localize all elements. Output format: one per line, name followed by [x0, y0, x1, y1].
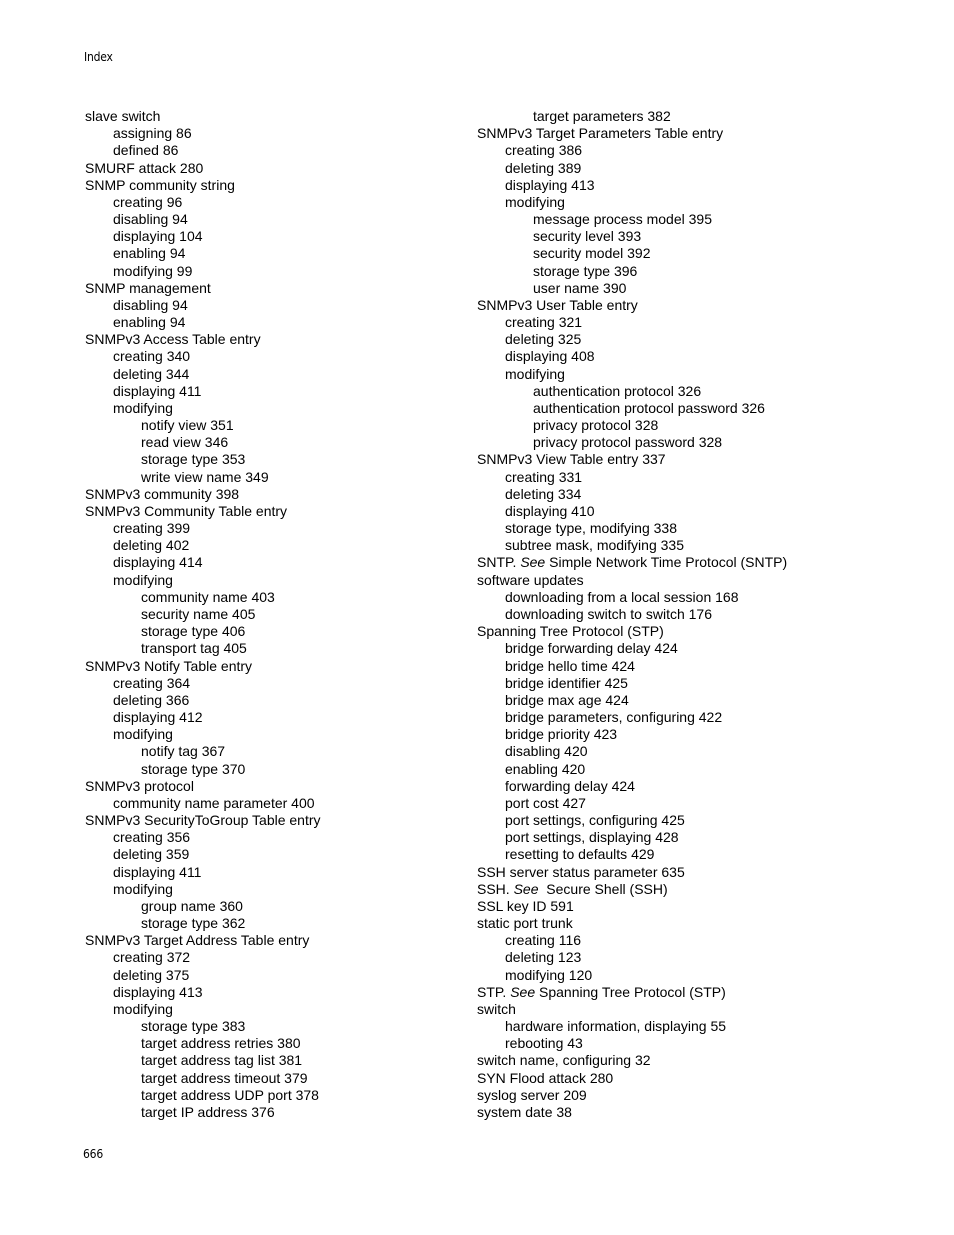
entry-text: deleting 366 [113, 691, 190, 708]
entry-text: storage type 353 [141, 451, 246, 468]
entry-text: Spanning Tree Protocol (STP) [477, 623, 664, 640]
entry-text: SNMPv3 Target Parameters Table entry [477, 125, 724, 142]
index-subsubentry [85, 1018, 465, 1035]
entry-text: community name parameter 400 [113, 794, 315, 811]
entry-text: downloading switch to switch 176 [505, 605, 713, 622]
index-entry [477, 984, 897, 1001]
see-target: Simple Network Time Protocol (SNTP) [545, 554, 788, 571]
entry-text: security level 393 [533, 228, 642, 245]
index-subentry [85, 297, 465, 314]
index-subsubentry [85, 743, 465, 760]
index-subsubentry [85, 1052, 465, 1069]
index-subentry [477, 726, 897, 743]
index-entry [477, 451, 897, 468]
entry-text: storage type 383 [141, 1018, 246, 1035]
index-subentry [477, 142, 897, 159]
index-subentry [477, 949, 897, 966]
entry-text: community name 403 [141, 588, 275, 605]
entry-text: bridge identifier 425 [505, 674, 628, 691]
entry-text: subtree mask, modifying 335 [505, 537, 684, 554]
index-subsubentry [477, 228, 897, 245]
entry-text: port cost 427 [505, 794, 586, 811]
entry-text: switch name, configuring 32 [477, 1052, 651, 1069]
entry-text: SYN Flood attack 280 [477, 1069, 614, 1086]
entry-text: displaying 411 [113, 863, 202, 880]
entry-text: privacy protocol 328 [533, 417, 659, 434]
index-entry [477, 881, 897, 898]
index-subentry [477, 812, 897, 829]
entry-text: displaying 413 [113, 983, 203, 1000]
index-subentry [477, 537, 897, 554]
index-subsubentry [85, 434, 465, 451]
index-entry [477, 1052, 897, 1069]
entry-text: switch [477, 1000, 516, 1017]
index-subsubentry [85, 1087, 465, 1104]
entry-text: bridge parameters, configuring 422 [505, 709, 723, 726]
index-subentry [477, 520, 897, 537]
index-entry [85, 280, 465, 297]
index-entry [477, 898, 897, 915]
entry-text: deleting 334 [505, 485, 582, 502]
index-entry [85, 160, 465, 177]
entry-text: SNMPv3 community 398 [85, 485, 240, 502]
index-subentry [85, 1001, 465, 1018]
index-subentry [85, 709, 465, 726]
entry-text: deleting 359 [113, 846, 190, 863]
index-subentry [85, 142, 465, 159]
index-subsubentry [85, 623, 465, 640]
entry-text: deleting 375 [113, 966, 190, 983]
index-subentry [477, 658, 897, 675]
index-subsubentry [477, 417, 897, 434]
entry-text: SNMP management [85, 279, 211, 296]
index-subentry [85, 984, 465, 1001]
index-subentry [85, 675, 465, 692]
index-subentry [85, 366, 465, 383]
index-column-right [477, 108, 897, 1121]
index-subentry [477, 348, 897, 365]
entry-text: target address tag list 381 [141, 1052, 303, 1069]
index-subentry [477, 640, 897, 657]
entry-text: software updates [477, 571, 584, 588]
entry-text: deleting 389 [505, 159, 582, 176]
entry-text: read view 346 [141, 434, 229, 451]
index-entry [85, 331, 465, 348]
index-subentry [85, 520, 465, 537]
entry-text: creating 321 [505, 314, 583, 331]
entry-text: SNMPv3 protocol [85, 777, 194, 794]
entry-text: creating 116 [505, 932, 582, 949]
index-subentry [85, 726, 465, 743]
index-subentry [477, 761, 897, 778]
entry-text: privacy protocol password 328 [533, 434, 723, 451]
entry-text: notify tag 367 [141, 743, 226, 760]
entry-text: target address UDP port 378 [141, 1086, 319, 1103]
entry-text: SSH. [477, 880, 514, 897]
see-target: Spanning Tree Protocol (STP) [535, 983, 726, 1000]
entry-text: modifying 120 [505, 966, 593, 983]
entry-text: creating 356 [113, 829, 191, 846]
index-entry [477, 1070, 897, 1087]
entry-text: modifying [505, 365, 565, 382]
index-subsubentry [477, 280, 897, 297]
index-entry [85, 778, 465, 795]
entry-text: SNMPv3 Community Table entry [85, 502, 288, 519]
entry-text: write view name 349 [141, 468, 269, 485]
index-entry [477, 554, 897, 571]
entry-text: storage type, modifying 338 [505, 520, 677, 537]
entry-text: message process model 395 [533, 211, 712, 228]
index-entry [85, 486, 465, 503]
entry-text: storage type 362 [141, 915, 246, 932]
entry-text: security model 392 [533, 245, 651, 262]
entry-text: resetting to defaults 429 [505, 846, 655, 863]
entry-text: displaying 410 [505, 502, 595, 519]
entry-text: disabling 420 [505, 743, 588, 760]
entry-text: deleting 402 [113, 537, 190, 554]
entry-text: creating 364 [113, 674, 191, 691]
index-subsubentry [85, 606, 465, 623]
index-entry [477, 864, 897, 881]
index-subentry [85, 263, 465, 280]
index-subentry [477, 829, 897, 846]
index-subentry [477, 606, 897, 623]
index-subentry [477, 932, 897, 949]
index-subentry [477, 709, 897, 726]
entry-text: displaying 412 [113, 709, 203, 726]
entry-text: disabling 94 [113, 296, 188, 313]
index-subentry [477, 589, 897, 606]
index-subentry [477, 967, 897, 984]
index-entry [477, 1104, 897, 1121]
entry-text: rebooting 43 [505, 1035, 583, 1052]
index-subentry [477, 692, 897, 709]
index-subentry [477, 177, 897, 194]
entry-text: deleting 344 [113, 365, 190, 382]
index-subentry [85, 554, 465, 571]
index-subsubentry [85, 589, 465, 606]
index-subentry [85, 795, 465, 812]
entry-text: modifying 99 [113, 262, 193, 279]
entry-text: target address timeout 379 [141, 1069, 308, 1086]
entry-text: authentication protocol 326 [533, 382, 702, 399]
index-subentry [477, 675, 897, 692]
index-subentry [85, 967, 465, 984]
index-subsubentry [85, 1104, 465, 1121]
index-subentry [85, 829, 465, 846]
entry-text: displaying 411 [113, 382, 202, 399]
entry-text: SNMPv3 SecurityToGroup Table entry [85, 812, 321, 829]
index-subentry [477, 1035, 897, 1052]
index-subsubentry [477, 383, 897, 400]
entry-text: displaying 408 [505, 348, 595, 365]
entry-text: SNTP. [477, 554, 521, 571]
index-subsubentry [85, 640, 465, 657]
index-subsubentry [85, 915, 465, 932]
index-subsubentry [477, 263, 897, 280]
index-subentry [477, 795, 897, 812]
index-subsubentry [477, 400, 897, 417]
entry-text: modifying [113, 1000, 173, 1017]
index-subsubentry [477, 245, 897, 262]
entry-text: target IP address 376 [141, 1103, 275, 1120]
entry-text: slave switch [85, 108, 161, 124]
index-subentry [85, 194, 465, 211]
entry-text: disabling 94 [113, 211, 188, 228]
index-entry [477, 623, 897, 640]
index-subentry [85, 211, 465, 228]
entry-text: SNMPv3 View Table entry 337 [477, 451, 666, 468]
entry-text: target parameters 382 [533, 108, 671, 124]
entry-text: modifying [113, 726, 173, 743]
index-subsubentry [85, 469, 465, 486]
index-subentry [477, 160, 897, 177]
index-subsubentry [477, 108, 897, 125]
index-entry [477, 915, 897, 932]
entry-text: security name 405 [141, 605, 256, 622]
index-entry [477, 1087, 897, 1104]
entry-text: displaying 414 [113, 554, 203, 571]
index-subentry [477, 846, 897, 863]
entry-text: notify view 351 [141, 417, 234, 434]
entry-text: bridge priority 423 [505, 726, 618, 743]
index-subsubentry [477, 434, 897, 451]
entry-text: storage type 406 [141, 623, 246, 640]
entry-text: bridge max age 424 [505, 691, 629, 708]
page-number: 666 [83, 1147, 104, 1161]
entry-text: enabling 94 [113, 314, 186, 331]
index-entry [85, 108, 465, 125]
index-subentry [477, 503, 897, 520]
entry-text: creating 331 [505, 468, 583, 485]
index-subentry [85, 692, 465, 709]
index-subentry [477, 366, 897, 383]
index-subentry [85, 537, 465, 554]
entry-text: modifying [113, 571, 173, 588]
index-subsubentry [477, 211, 897, 228]
index-subentry [477, 314, 897, 331]
entry-text: authentication protocol password 326 [533, 399, 765, 416]
index-subsubentry [85, 761, 465, 778]
entry-text: system date 38 [477, 1103, 572, 1120]
entry-text: creating 96 [113, 193, 183, 210]
index-subentry [477, 1018, 897, 1035]
entry-text: SMURF attack 280 [85, 159, 204, 176]
see-reference: See [520, 554, 546, 571]
index-subentry [477, 194, 897, 211]
index-subentry [477, 743, 897, 760]
index-entry [85, 812, 465, 829]
entry-text: modifying [113, 399, 173, 416]
entry-text: creating 399 [113, 520, 191, 537]
entry-text: storage type 370 [141, 760, 246, 777]
entry-text: creating 340 [113, 348, 191, 365]
entry-text: port settings, configuring 425 [505, 812, 685, 829]
index-subentry [85, 125, 465, 142]
entry-text: syslog server 209 [477, 1086, 587, 1103]
index-subsubentry [85, 1035, 465, 1052]
entry-text: port settings, displaying 428 [505, 829, 679, 846]
entry-text: assigning 86 [113, 125, 192, 142]
entry-text: modifying [113, 880, 173, 897]
entry-text: deleting 325 [505, 331, 582, 348]
entry-text: storage type 396 [533, 262, 638, 279]
index-entry [477, 125, 897, 142]
index-subentry [85, 846, 465, 863]
entry-text: transport tag 405 [141, 640, 247, 657]
index-subsubentry [85, 451, 465, 468]
index-subentry [85, 949, 465, 966]
entry-text: enabling 94 [113, 245, 186, 262]
entry-text: SNMPv3 User Table entry [477, 296, 638, 313]
entry-text: STP. [477, 983, 511, 1000]
index-subentry [85, 400, 465, 417]
see-reference: See [510, 983, 536, 1000]
entry-text: enabling 420 [505, 760, 586, 777]
index-entry [85, 503, 465, 520]
entry-text: SSL key ID 591 [477, 897, 574, 914]
see-reference: See [513, 880, 539, 897]
entry-text: bridge hello time 424 [505, 657, 635, 674]
index-subsubentry [85, 1070, 465, 1087]
see-target: Secure Shell (SSH) [538, 880, 668, 897]
entry-text: SNMP community string [85, 176, 235, 193]
entry-text: deleting 123 [505, 949, 582, 966]
index-entry [85, 658, 465, 675]
index-subentry [85, 881, 465, 898]
entry-text: target address retries 380 [141, 1035, 301, 1052]
entry-text: hardware information, displaying 55 [505, 1018, 727, 1035]
entry-text: SNMPv3 Target Address Table entry [85, 932, 310, 949]
index-subentry [85, 572, 465, 589]
index-subentry [477, 469, 897, 486]
index-subentry [85, 228, 465, 245]
entry-text: SNMPv3 Access Table entry [85, 331, 261, 348]
entry-text: bridge forwarding delay 424 [505, 640, 678, 657]
entry-text: SSH server status parameter 635 [477, 863, 685, 880]
entry-text: defined 86 [113, 142, 179, 159]
entry-text: user name 390 [533, 279, 627, 296]
index-entry [477, 572, 897, 589]
index-column-left [85, 108, 465, 1121]
entry-text: forwarding delay 424 [505, 777, 635, 794]
page-header: Index [84, 50, 113, 64]
index-subentry [477, 778, 897, 795]
entry-text: SNMPv3 Notify Table entry [85, 657, 253, 674]
index-subentry [85, 314, 465, 331]
entry-text: group name 360 [141, 897, 243, 914]
entry-text: displaying 104 [113, 228, 203, 245]
entry-text: displaying 413 [505, 176, 595, 193]
index-subentry [477, 486, 897, 503]
index-entry [85, 932, 465, 949]
index-subentry [85, 864, 465, 881]
entry-text: downloading from a local session 168 [505, 588, 739, 605]
entry-text: static port trunk [477, 915, 573, 932]
index-subentry [85, 383, 465, 400]
index-entry [477, 297, 897, 314]
entry-text: modifying [505, 193, 565, 210]
index-entry [477, 1001, 897, 1018]
entry-text: creating 372 [113, 949, 191, 966]
index-subentry [85, 348, 465, 365]
entry-text: creating 386 [505, 142, 583, 159]
index-subsubentry [85, 898, 465, 915]
index-subsubentry [85, 417, 465, 434]
index-entry [85, 177, 465, 194]
index-subentry [85, 245, 465, 262]
index-subentry [477, 331, 897, 348]
